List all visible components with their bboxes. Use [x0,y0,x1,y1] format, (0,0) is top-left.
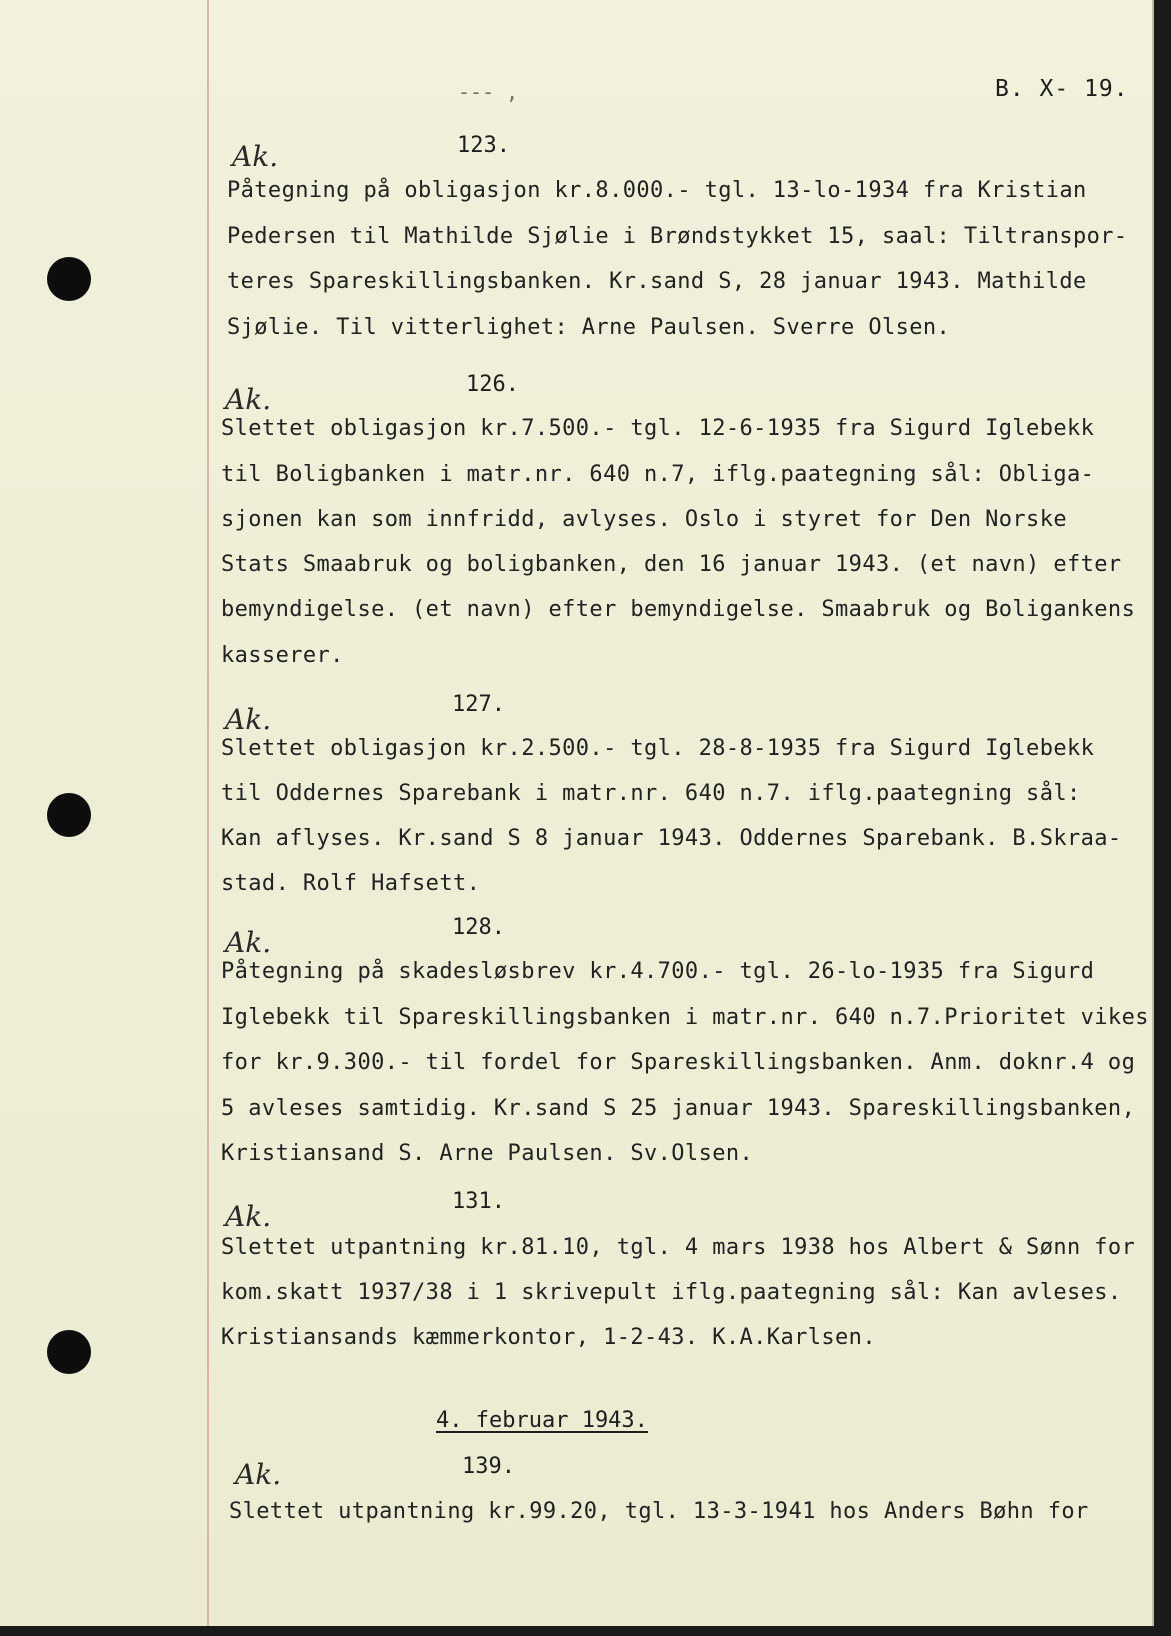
entry-line: Iglebekk til Spareskillingsbanken i matr.nr. 640 n.7.Prioritet vikes [221,1005,1149,1030]
entry-line: for kr.9.300.- til fordel for Spareskillingsbanken. Anm. doknr.4 og [221,1050,1136,1075]
date-heading: 4. februar 1943. [436,1408,648,1433]
entry-number: 123. [457,133,510,158]
entry-mark: Ak. [225,926,272,959]
entry-number: 127. [452,692,505,717]
entry-line: til Oddernes Sparebank i matr.nr. 640 n.7. iflg.paategning sål: [221,781,1081,806]
entry-line: 5 avleses samtidig. Kr.sand S 25 januar 1943. Spareskillingsbanken, [221,1096,1136,1121]
entry-line: Slettet obligasjon kr.2.500.- tgl. 28-8-1935 fra Sigurd Iglebekk [221,736,1095,761]
entry-mark: Ak. [235,1458,282,1491]
entry-line: Pedersen til Mathilde Sjølie i Brøndstykket 15, saal: Tiltranspor- [227,224,1128,249]
entry-line: Slettet obligasjon kr.7.500.- tgl. 12-6-1935 fra Sigurd Iglebekk [221,416,1095,441]
punch-hole [47,793,91,837]
stray-mark: --- , [458,80,519,104]
entry-line: bemyndigelse. (et navn) efter bemyndigelse. Smaabruk og Boligankens [221,597,1136,622]
entry-line: Påtegning på skadesløsbrev kr.4.700.- tgl. 26-lo-1935 fra Sigurd [221,959,1095,984]
page-reference: B. X- 19. [995,76,1129,102]
entry-line: Kan aflyses. Kr.sand S 8 januar 1943. Oddernes Sparebank. B.Skraa- [221,826,1122,851]
entry-line: teres Spareskillingsbanken. Kr.sand S, 28 januar 1943. Mathilde [227,269,1087,294]
entry-line: Sjølie. Til vitterlighet: Arne Paulsen. Sverre Olsen. [227,315,951,340]
entry-mark: Ak. [225,383,272,416]
punch-hole [47,1330,91,1374]
entry-line: til Boligbanken i matr.nr. 640 n.7, iflg.paategning sål: Obliga- [221,462,1095,487]
entry-line: Slettet utpantning kr.81.10, tgl. 4 mars 1938 hos Albert & Sønn for [221,1235,1136,1260]
entry-number: 128. [452,915,505,940]
entry-line: sjonen kan som innfridd, avlyses. Oslo i styret for Den Norske [221,507,1067,532]
entry-line: kasserer. [221,643,344,668]
entry-mark: Ak. [232,140,279,173]
margin-line [207,0,209,1626]
entry-line: Påtegning på obligasjon kr.8.000.- tgl. 13-lo-1934 fra Kristian [227,178,1087,203]
entry-number: 126. [466,372,519,397]
entry-line: kom.skatt 1937/38 i 1 skrivepult iflg.paategning sål: Kan avleses. [221,1280,1122,1305]
entry-line: Kristiansands kæmmerkontor, 1-2-43. K.A.Karlsen. [221,1325,876,1350]
entry-number: 131. [452,1189,505,1214]
entry-line: Kristiansand S. Arne Paulsen. Sv.Olsen. [221,1141,754,1166]
entry-line: Slettet utpantning kr.99.20, tgl. 13-3-1941 hos Anders Bøhn for [229,1499,1089,1524]
entry-mark: Ak. [225,703,272,736]
entry-mark: Ak. [225,1200,272,1233]
punch-hole [47,257,91,301]
entry-line: stad. Rolf Hafsett. [221,871,481,896]
entry-line: Stats Smaabruk og boligbanken, den 16 januar 1943. (et navn) efter [221,552,1122,577]
entry-number: 139. [462,1454,515,1479]
